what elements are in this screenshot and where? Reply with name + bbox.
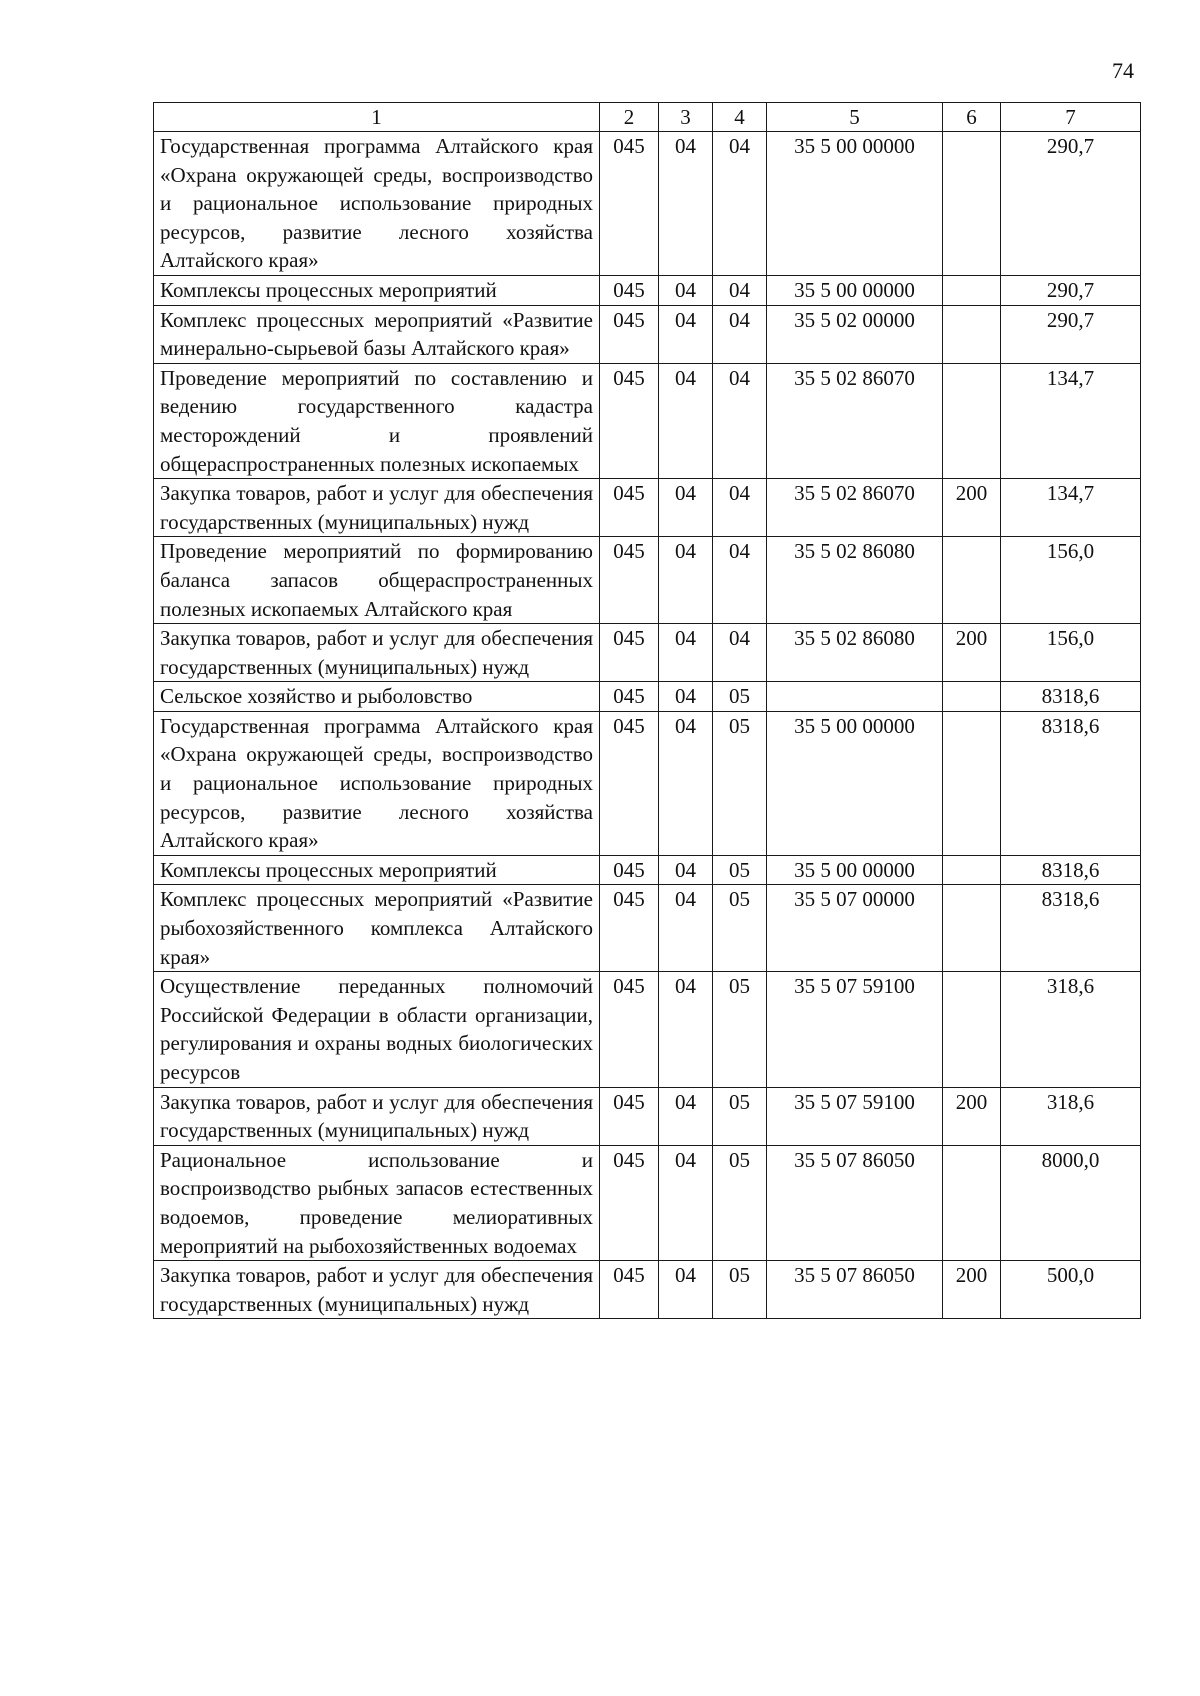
cell-target-article: 35 5 02 86070 bbox=[767, 479, 943, 537]
cell-expense-type: 200 bbox=[943, 1261, 1001, 1319]
cell-subsection: 05 bbox=[713, 855, 767, 885]
cell-section: 04 bbox=[659, 972, 713, 1087]
cell-target-article: 35 5 07 59100 bbox=[767, 1087, 943, 1145]
table-row bbox=[154, 275, 1141, 305]
cell-target-article: 35 5 00 00000 bbox=[767, 275, 943, 305]
cell-section: 04 bbox=[659, 537, 713, 624]
cell-target-article bbox=[767, 682, 943, 712]
cell-section: 04 bbox=[659, 132, 713, 276]
cell-grbs: 045 bbox=[600, 972, 659, 1087]
cell-expense-type bbox=[943, 275, 1001, 305]
table-row bbox=[154, 624, 1141, 682]
cell-section: 04 bbox=[659, 275, 713, 305]
cell-section: 04 bbox=[659, 479, 713, 537]
cell-name: Закупка товаров, работ и услуг для обеспечения государственных (муниципальных) нужд bbox=[154, 1261, 600, 1319]
cell-subsection: 04 bbox=[713, 537, 767, 624]
cell-section: 04 bbox=[659, 1145, 713, 1260]
header-cell-1: 1 bbox=[154, 103, 600, 132]
table-row bbox=[154, 305, 1141, 363]
budget-table bbox=[153, 102, 1141, 1319]
cell-expense-type bbox=[943, 972, 1001, 1087]
cell-amount: 318,6 bbox=[1001, 972, 1141, 1087]
cell-amount: 290,7 bbox=[1001, 275, 1141, 305]
table-row bbox=[154, 132, 1141, 276]
page-number: 74 bbox=[1112, 58, 1134, 83]
cell-expense-type: 200 bbox=[943, 479, 1001, 537]
cell-subsection: 04 bbox=[713, 275, 767, 305]
cell-subsection: 04 bbox=[713, 305, 767, 363]
cell-grbs: 045 bbox=[600, 275, 659, 305]
cell-name: Сельское хозяйство и рыболовство bbox=[154, 682, 600, 712]
cell-subsection: 04 bbox=[713, 479, 767, 537]
cell-grbs: 045 bbox=[600, 682, 659, 712]
table-row bbox=[154, 855, 1141, 885]
header-cell-7: 7 bbox=[1001, 103, 1141, 132]
cell-subsection: 05 bbox=[713, 1145, 767, 1260]
header-cell-2: 2 bbox=[600, 103, 659, 132]
table-row bbox=[154, 537, 1141, 624]
cell-grbs: 045 bbox=[600, 855, 659, 885]
cell-name: Рациональное использование и воспроизводство рыбных запасов естественных водоемов, проведение мелиоративных мероприятий на рыбохозяйственных водоемах bbox=[154, 1145, 600, 1260]
cell-grbs: 045 bbox=[600, 479, 659, 537]
header-cell-6: 6 bbox=[943, 103, 1001, 132]
cell-amount: 500,0 bbox=[1001, 1261, 1141, 1319]
cell-section: 04 bbox=[659, 305, 713, 363]
cell-amount: 134,7 bbox=[1001, 479, 1141, 537]
cell-target-article: 35 5 00 00000 bbox=[767, 711, 943, 855]
cell-target-article: 35 5 00 00000 bbox=[767, 855, 943, 885]
cell-subsection: 04 bbox=[713, 363, 767, 478]
cell-subsection: 04 bbox=[713, 132, 767, 276]
cell-target-article: 35 5 02 86080 bbox=[767, 624, 943, 682]
cell-grbs: 045 bbox=[600, 711, 659, 855]
cell-grbs: 045 bbox=[600, 885, 659, 972]
cell-name: Проведение мероприятий по формированию баланса запасов общераспространенных полезных ископаемых Алтайского края bbox=[154, 537, 600, 624]
table-row bbox=[154, 1087, 1141, 1145]
cell-amount: 156,0 bbox=[1001, 624, 1141, 682]
table-row bbox=[154, 479, 1141, 537]
cell-subsection: 05 bbox=[713, 711, 767, 855]
cell-name: Комплекс процессных мероприятий «Развитие минерально-сырьевой базы Алтайского края» bbox=[154, 305, 600, 363]
cell-section: 04 bbox=[659, 1261, 713, 1319]
cell-name: Закупка товаров, работ и услуг для обеспечения государственных (муниципальных) нужд bbox=[154, 1087, 600, 1145]
cell-expense-type bbox=[943, 855, 1001, 885]
table-header bbox=[154, 103, 1141, 132]
header-cell-3: 3 bbox=[659, 103, 713, 132]
table-body bbox=[154, 132, 1141, 1319]
cell-subsection: 04 bbox=[713, 624, 767, 682]
cell-grbs: 045 bbox=[600, 363, 659, 478]
table-row bbox=[154, 1261, 1141, 1319]
cell-grbs: 045 bbox=[600, 624, 659, 682]
cell-section: 04 bbox=[659, 711, 713, 855]
cell-subsection: 05 bbox=[713, 682, 767, 712]
cell-expense-type bbox=[943, 132, 1001, 276]
cell-expense-type: 200 bbox=[943, 1087, 1001, 1145]
cell-expense-type: 200 bbox=[943, 624, 1001, 682]
cell-grbs: 045 bbox=[600, 537, 659, 624]
cell-target-article: 35 5 07 00000 bbox=[767, 885, 943, 972]
cell-expense-type bbox=[943, 305, 1001, 363]
cell-section: 04 bbox=[659, 855, 713, 885]
cell-grbs: 045 bbox=[600, 132, 659, 276]
cell-grbs: 045 bbox=[600, 1261, 659, 1319]
cell-grbs: 045 bbox=[600, 1145, 659, 1260]
cell-amount: 8318,6 bbox=[1001, 885, 1141, 972]
header-cell-5: 5 bbox=[767, 103, 943, 132]
cell-amount: 156,0 bbox=[1001, 537, 1141, 624]
cell-section: 04 bbox=[659, 1087, 713, 1145]
cell-subsection: 05 bbox=[713, 972, 767, 1087]
cell-target-article: 35 5 07 59100 bbox=[767, 972, 943, 1087]
cell-name: Государственная программа Алтайского края «Охрана окружающей среды, воспроизводство и рациональное использование природных ресурсов, развитие лесного хозяйства Алтайского края» bbox=[154, 132, 600, 276]
cell-target-article: 35 5 00 00000 bbox=[767, 132, 943, 276]
table-row bbox=[154, 363, 1141, 478]
cell-target-article: 35 5 02 00000 bbox=[767, 305, 943, 363]
header-cell-4: 4 bbox=[713, 103, 767, 132]
cell-amount: 8318,6 bbox=[1001, 682, 1141, 712]
table-row bbox=[154, 885, 1141, 972]
cell-name: Комплексы процессных мероприятий bbox=[154, 855, 600, 885]
cell-amount: 290,7 bbox=[1001, 305, 1141, 363]
cell-amount: 290,7 bbox=[1001, 132, 1141, 276]
table-row bbox=[154, 682, 1141, 712]
cell-target-article: 35 5 07 86050 bbox=[767, 1261, 943, 1319]
cell-name: Комплекс процессных мероприятий «Развитие рыбохозяйственного комплекса Алтайского края» bbox=[154, 885, 600, 972]
cell-subsection: 05 bbox=[713, 1087, 767, 1145]
cell-subsection: 05 bbox=[713, 885, 767, 972]
cell-name: Закупка товаров, работ и услуг для обеспечения государственных (муниципальных) нужд bbox=[154, 624, 600, 682]
cell-expense-type bbox=[943, 885, 1001, 972]
cell-subsection: 05 bbox=[713, 1261, 767, 1319]
cell-expense-type bbox=[943, 711, 1001, 855]
cell-target-article: 35 5 02 86080 bbox=[767, 537, 943, 624]
cell-grbs: 045 bbox=[600, 1087, 659, 1145]
cell-section: 04 bbox=[659, 885, 713, 972]
cell-name: Осуществление переданных полномочий Российской Федерации в области организации, регулирования и охраны водных биологических ресурсов bbox=[154, 972, 600, 1087]
cell-name: Государственная программа Алтайского края «Охрана окружающей среды, воспроизводство и рациональное использование природных ресурсов, развитие лесного хозяйства Алтайского края» bbox=[154, 711, 600, 855]
cell-amount: 134,7 bbox=[1001, 363, 1141, 478]
cell-name: Комплексы процессных мероприятий bbox=[154, 275, 600, 305]
cell-amount: 8000,0 bbox=[1001, 1145, 1141, 1260]
cell-section: 04 bbox=[659, 682, 713, 712]
table-row bbox=[154, 1145, 1141, 1260]
cell-expense-type bbox=[943, 363, 1001, 478]
cell-name: Закупка товаров, работ и услуг для обеспечения государственных (муниципальных) нужд bbox=[154, 479, 600, 537]
header-row bbox=[154, 103, 1141, 132]
cell-expense-type bbox=[943, 537, 1001, 624]
cell-amount: 8318,6 bbox=[1001, 855, 1141, 885]
cell-section: 04 bbox=[659, 363, 713, 478]
cell-expense-type bbox=[943, 1145, 1001, 1260]
cell-target-article: 35 5 02 86070 bbox=[767, 363, 943, 478]
cell-section: 04 bbox=[659, 624, 713, 682]
cell-grbs: 045 bbox=[600, 305, 659, 363]
cell-name: Проведение мероприятий по составлению и ведению государственного кадастра месторождений и проявлений общераспространенных полезных ископаемых bbox=[154, 363, 600, 478]
cell-expense-type bbox=[943, 682, 1001, 712]
cell-amount: 8318,6 bbox=[1001, 711, 1141, 855]
cell-target-article: 35 5 07 86050 bbox=[767, 1145, 943, 1260]
table-row bbox=[154, 711, 1141, 855]
cell-amount: 318,6 bbox=[1001, 1087, 1141, 1145]
table-row bbox=[154, 972, 1141, 1087]
